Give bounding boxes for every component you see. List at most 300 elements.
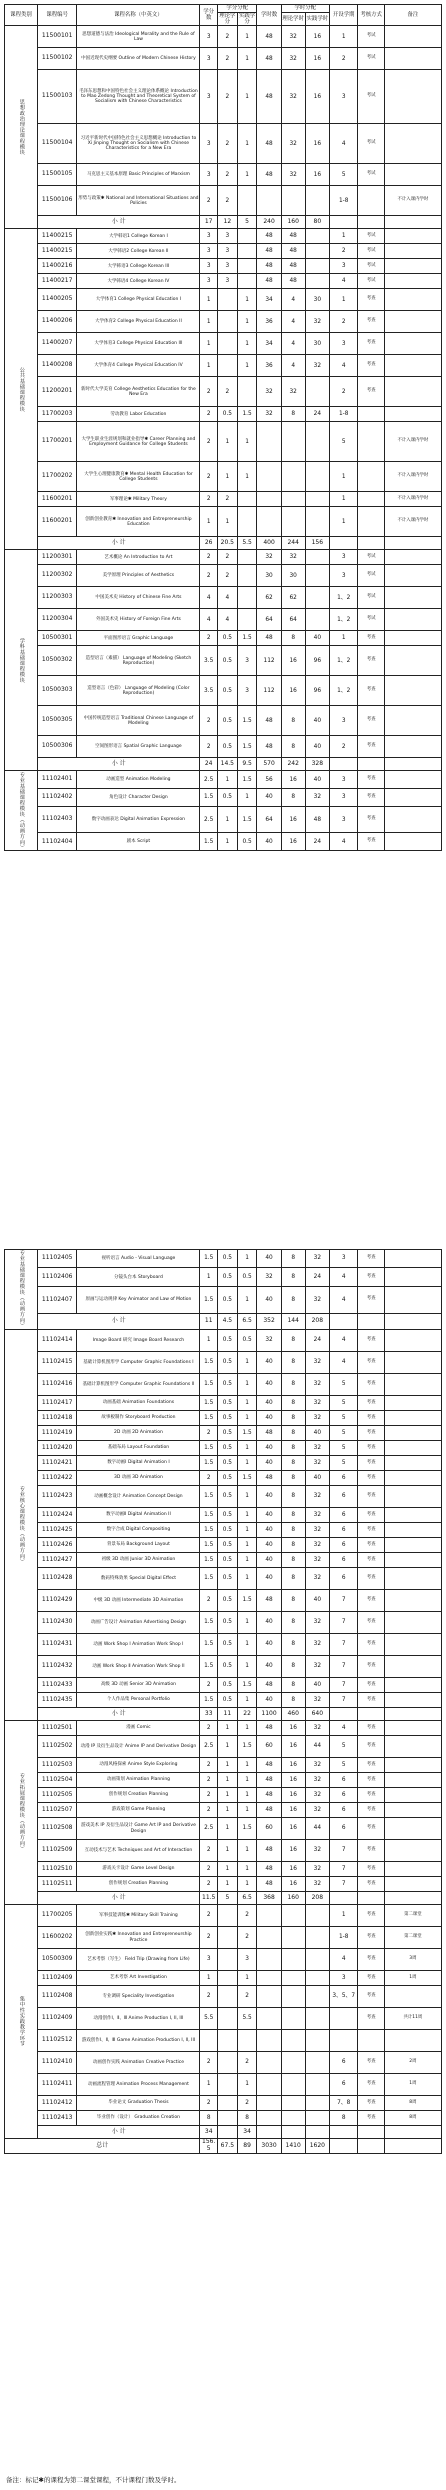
credits: 2 <box>200 1590 218 1612</box>
subtotal-theory-credits: 14.5 <box>217 758 237 771</box>
practice-hours: 40 <box>305 1426 329 1441</box>
course-code: 11102430 <box>37 1612 77 1634</box>
semester: 3 <box>329 807 358 833</box>
theory-hours: 8 <box>281 706 305 736</box>
course-name: 军事技能训练✱ Military Skill Training <box>77 1905 200 1927</box>
credits: 2 <box>200 407 218 422</box>
theory-hours: 16 <box>281 676 305 706</box>
subtotal-theory-credits: 4.5 <box>217 1313 237 1329</box>
practice-credits: 2 <box>237 2052 257 2074</box>
course-name: 创作规划 Creation Planning <box>77 1788 200 1803</box>
header-hour-split: 学时分配 <box>281 5 329 13</box>
course-name: 游戏创作Ⅰ、Ⅱ、Ⅲ Game Animation Production I, II, III <box>77 2030 200 2052</box>
hours: 56 <box>257 771 281 789</box>
subtotal-hours: 570 <box>257 758 281 771</box>
course-code: 11102507 <box>37 1803 77 1818</box>
table-row <box>5 1634 442 1656</box>
credits: 2 <box>200 1773 218 1788</box>
credits: 4 <box>200 587 218 609</box>
subtotal-theory-hours: 160 <box>281 216 305 229</box>
course-name: 动漫风格探索 Anime Style Exploring <box>77 1758 200 1773</box>
table-row <box>5 1721 442 1736</box>
hours: 48 <box>257 736 281 758</box>
course-name: 动画创作实践 Animation Creative Practice <box>77 2052 200 2074</box>
credits: 1 <box>200 333 218 355</box>
course-code: 11500101 <box>37 26 77 48</box>
course-code: 11400208 <box>37 355 77 377</box>
practice-hours <box>305 2052 329 2074</box>
semester: 4 <box>329 1330 358 1352</box>
course-name: 故事板制作 Storyboard Production <box>77 1411 200 1426</box>
subtotal-label: 小 计 <box>37 216 199 229</box>
theory-hours: 16 <box>281 807 305 833</box>
practice-credits: 1.5 <box>237 407 257 422</box>
course-code: 11102408 <box>37 1986 77 2008</box>
practice-hours <box>305 1986 329 2008</box>
table-row <box>5 771 442 789</box>
credits: 3 <box>200 229 218 244</box>
hours: 32 <box>257 407 281 422</box>
credits: 1 <box>200 311 218 333</box>
semester: 5 <box>329 1441 358 1456</box>
credits: 1 <box>200 507 218 537</box>
theory-credits: 0.5 <box>217 1250 237 1268</box>
course-code: 11102425 <box>37 1523 77 1538</box>
semester: 4 <box>329 1949 358 1971</box>
semester: 6 <box>329 1508 358 1523</box>
practice-hours <box>305 2074 329 2096</box>
theory-hours: 16 <box>281 1721 305 1736</box>
theory-hours: 16 <box>281 1818 305 1840</box>
semester: 6 <box>329 1773 358 1788</box>
theory-credits: 0.5 <box>217 646 237 676</box>
theory-hours: 64 <box>281 609 305 631</box>
course-code: 11102406 <box>37 1268 77 1286</box>
theory-credits: 3 <box>217 229 237 244</box>
course-code: 11102512 <box>37 2030 77 2052</box>
practice-hours: 32 <box>305 1803 329 1818</box>
theory-hours: 8 <box>281 789 305 807</box>
table-row <box>5 1905 442 1927</box>
hours: 40 <box>257 1286 281 1313</box>
practice-credits: 1 <box>237 1568 257 1590</box>
practice-credits: 1 <box>237 1693 257 1708</box>
course-name: 数字动画表达 Digital Animation Expression <box>77 807 200 833</box>
course-code: 11102509 <box>37 1840 77 1862</box>
remark: 不计入课内学时 <box>384 186 441 216</box>
course-name: 动画 Work Shop Ⅱ Animation Work Shop II <box>77 1656 200 1678</box>
practice-credits <box>237 377 257 407</box>
table-row <box>5 1352 442 1374</box>
hours: 48 <box>257 1840 281 1862</box>
theory-hours: 62 <box>281 587 305 609</box>
semester: 1、2 <box>329 646 358 676</box>
semester: 3 <box>329 333 358 355</box>
course-code: 10500302 <box>37 646 77 676</box>
hours <box>257 2052 281 2074</box>
practice-credits: 1 <box>237 124 257 164</box>
theory-hours: 4 <box>281 311 305 333</box>
semester: 1、2 <box>329 676 358 706</box>
practice-credits <box>237 229 257 244</box>
theory-hours: 8 <box>281 631 305 646</box>
assessment: 考查 <box>358 1456 384 1471</box>
course-code: 11400215 <box>37 244 77 259</box>
hours <box>257 507 281 537</box>
subtotal-hours <box>257 2126 281 2139</box>
hours <box>257 1905 281 1927</box>
hours: 48 <box>257 274 281 289</box>
hours <box>257 2074 281 2096</box>
practice-credits: 3 <box>237 676 257 706</box>
table-row <box>5 1840 442 1862</box>
assessment: 考查 <box>358 1590 384 1612</box>
remark <box>384 1456 441 1471</box>
credits: 2 <box>200 377 218 407</box>
subtotal-semester <box>329 1313 358 1329</box>
subtotal-practice-credits: 6.5 <box>237 1892 257 1905</box>
subtotal-semester <box>329 1708 358 1721</box>
course-code: 11102417 <box>37 1396 77 1411</box>
practice-credits: 1 <box>237 1788 257 1803</box>
practice-hours: 32 <box>305 1840 329 1862</box>
table-row <box>5 1486 442 1508</box>
assessment: 考查 <box>358 1441 384 1456</box>
practice-hours: 32 <box>305 1352 329 1374</box>
theory-credits: 0.5 <box>217 1456 237 1471</box>
subtotal-practice-credits: 5 <box>237 216 257 229</box>
practice-hours: 44 <box>305 1818 329 1840</box>
assessment: 考查 <box>358 789 384 807</box>
subtotal-practice-credits: 6.5 <box>237 1313 257 1329</box>
assessment: 考试 <box>358 259 384 274</box>
theory-credits: 0.5 <box>217 1553 237 1568</box>
remark <box>384 407 441 422</box>
semester: 2 <box>329 311 358 333</box>
assessment: 考查 <box>358 1678 384 1693</box>
assessment: 考查 <box>358 1862 384 1877</box>
course-code: 11200302 <box>37 565 77 587</box>
subtotal-theory-hours: 244 <box>281 537 305 550</box>
credits: 1.5 <box>200 1352 218 1374</box>
semester: 7 <box>329 1612 358 1634</box>
table-row <box>5 631 442 646</box>
semester: 1 <box>329 507 358 537</box>
practice-hours <box>305 377 329 407</box>
remark <box>384 771 441 789</box>
practice-credits: 1 <box>237 333 257 355</box>
practice-hours <box>305 587 329 609</box>
hours: 40 <box>257 1486 281 1508</box>
table-row <box>5 587 442 609</box>
semester: 4 <box>329 355 358 377</box>
remark <box>384 631 441 646</box>
hours: 40 <box>257 1538 281 1553</box>
assessment: 考查 <box>358 1986 384 2008</box>
semester: 3 <box>329 565 358 587</box>
practice-credits: 1 <box>237 70 257 124</box>
theory-credits: 0.5 <box>217 1396 237 1411</box>
theory-credits <box>217 1971 237 1986</box>
remark <box>384 1330 441 1352</box>
course-code: 11102420 <box>37 1441 77 1456</box>
assessment: 考查 <box>358 1411 384 1426</box>
practice-credits: 1.5 <box>237 1678 257 1693</box>
course-name: 军事理论✱ Military Theory <box>77 492 200 507</box>
practice-hours: 40 <box>305 706 329 736</box>
theory-hours: 8 <box>281 1268 305 1286</box>
course-name: 外国美术史 History of Foreign Fine Arts <box>77 609 200 631</box>
semester: 6 <box>329 1553 358 1568</box>
theory-credits <box>217 2030 237 2052</box>
subtotal-theory-credits: 11 <box>217 1708 237 1721</box>
course-code: 11102432 <box>37 1656 77 1678</box>
semester: 7 <box>329 1634 358 1656</box>
practice-credits: 1 <box>237 1971 257 1986</box>
practice-hours <box>305 1927 329 1949</box>
course-code: 11102433 <box>37 1678 77 1693</box>
course-code: 11102426 <box>37 1538 77 1553</box>
subtotal-assessment <box>358 758 384 771</box>
practice-credits: 1 <box>237 1612 257 1634</box>
practice-hours: 32 <box>305 1508 329 1523</box>
course-name: 游戏关卡设计 Game Level Design <box>77 1862 200 1877</box>
credits: 2 <box>200 550 218 565</box>
practice-credits: 1 <box>237 462 257 492</box>
subtotal-credits: 24 <box>200 758 218 771</box>
practice-credits: 1 <box>237 311 257 333</box>
assessment: 考查 <box>358 1788 384 1803</box>
semester: 5 <box>329 1426 358 1441</box>
theory-credits: 1 <box>217 1736 237 1758</box>
subtotal-remark <box>384 1313 441 1329</box>
practice-hours: 32 <box>305 1441 329 1456</box>
hours: 40 <box>257 1523 281 1538</box>
practice-credits: 1 <box>237 1456 257 1471</box>
practice-credits: 1 <box>237 1803 257 1818</box>
hours: 40 <box>257 1612 281 1634</box>
course-name: 大学体育4 College Physical Education IV <box>77 355 200 377</box>
assessment: 考查 <box>358 1486 384 1508</box>
semester: 3、5、7 <box>329 1986 358 2008</box>
table-row <box>5 1736 442 1758</box>
hours: 48 <box>257 1721 281 1736</box>
course-code: 11102424 <box>37 1508 77 1523</box>
course-name: 动画广告设计 Animation Advertising Design <box>77 1612 200 1634</box>
course-code: 11200201 <box>37 377 77 407</box>
theory-credits: 1 <box>217 833 237 851</box>
hours <box>257 2008 281 2030</box>
remark <box>384 646 441 676</box>
course-name: 游戏策划 Game Planning <box>77 1803 200 1818</box>
practice-credits: 1.5 <box>237 1471 257 1486</box>
footnote: 备注：标记✱的课程为第二课堂课程，不计课程门数及学时。 <box>6 2476 181 2484</box>
table-row <box>5 1426 442 1441</box>
assessment: 考查 <box>358 2096 384 2111</box>
semester: 2 <box>329 48 358 70</box>
credits: 3 <box>200 1949 218 1971</box>
assessment: 考查 <box>358 2052 384 2074</box>
practice-hours: 24 <box>305 833 329 851</box>
practice-credits: 2 <box>237 1927 257 1949</box>
theory-credits: 0.5 <box>217 1471 237 1486</box>
theory-hours: 48 <box>281 244 305 259</box>
theory-credits: 1 <box>217 1721 237 1736</box>
semester: 6 <box>329 2074 358 2096</box>
practice-credits: 3 <box>237 646 257 676</box>
practice-hours <box>305 1949 329 1971</box>
theory-hours: 16 <box>281 771 305 789</box>
total-practice-hours: 1620 <box>305 2139 329 2154</box>
theory-credits: 4 <box>217 609 237 631</box>
practice-credits: 1 <box>237 1508 257 1523</box>
remark <box>384 124 441 164</box>
theory-hours <box>281 2111 305 2126</box>
credits: 2 <box>200 1877 218 1892</box>
theory-hours: 16 <box>281 1862 305 1877</box>
assessment <box>358 2030 384 2052</box>
table-row <box>5 833 442 851</box>
hours <box>257 422 281 462</box>
course-name: 造型语言（素描） Language of Modeling (Sketch Reproduction) <box>77 646 200 676</box>
credits: 1.5 <box>200 1538 218 1553</box>
credits: 8 <box>200 2111 218 2126</box>
table-row <box>5 462 442 492</box>
table-row <box>5 1656 442 1678</box>
header-name: 课程名称（中英文） <box>77 5 200 26</box>
table-row <box>5 1523 442 1538</box>
course-name: 劳动教育 Labor Education <box>77 407 200 422</box>
practice-hours: 40 <box>305 631 329 646</box>
theory-hours <box>281 2052 305 2074</box>
credits: 1.5 <box>200 1634 218 1656</box>
theory-hours: 8 <box>281 1471 305 1486</box>
course-name: 平面图形语言 Graphic Language <box>77 631 200 646</box>
table-row <box>5 186 442 216</box>
table-row <box>5 1862 442 1877</box>
remark <box>384 807 441 833</box>
course-code: 11102431 <box>37 1634 77 1656</box>
assessment: 考试 <box>358 48 384 70</box>
practice-hours <box>305 492 329 507</box>
credits: 2 <box>200 422 218 462</box>
practice-hours: 96 <box>305 676 329 706</box>
total-label: 总计 <box>5 2139 200 2154</box>
practice-credits: 1 <box>237 1721 257 1736</box>
practice-credits: 1 <box>237 1758 257 1773</box>
assessment: 考查 <box>358 1286 384 1313</box>
course-name: 动漫创作Ⅰ、Ⅱ、Ⅲ Anime Production I, II, III <box>77 2008 200 2030</box>
remark <box>384 259 441 274</box>
course-code: 11102402 <box>37 789 77 807</box>
course-code: 11102414 <box>37 1330 77 1352</box>
table-row <box>5 2030 442 2052</box>
assessment: 考查 <box>358 1538 384 1553</box>
assessment: 考试 <box>358 26 384 48</box>
course-name: 专业调研 Speciality Investigation <box>77 1986 200 2008</box>
practice-hours: 32 <box>305 1877 329 1892</box>
semester: 5 <box>329 1411 358 1426</box>
semester: 1 <box>329 289 358 311</box>
subtotal-practice-hours: 208 <box>305 1892 329 1905</box>
practice-credits: 1.5 <box>237 1426 257 1441</box>
assessment: 考查 <box>358 1693 384 1708</box>
practice-hours: 32 <box>305 1286 329 1313</box>
table-row <box>5 1971 442 1986</box>
hours <box>257 1927 281 1949</box>
hours: 48 <box>257 631 281 646</box>
theory-hours <box>281 1905 305 1927</box>
practice-credits: 1.5 <box>237 807 257 833</box>
assessment: 考查 <box>358 289 384 311</box>
remark <box>384 736 441 758</box>
remark <box>384 1656 441 1678</box>
theory-hours: 8 <box>281 1612 305 1634</box>
theory-hours <box>281 2096 305 2111</box>
remark: 不计入课内学时 <box>384 422 441 462</box>
subtotal-practice-hours: 208 <box>305 1313 329 1329</box>
semester: 7 <box>329 1840 358 1862</box>
theory-credits: 0.5 <box>217 1286 237 1313</box>
table-row <box>5 1250 442 1268</box>
hours: 64 <box>257 609 281 631</box>
course-name: 思想道德与法治 Ideological Morality and the Rule of Law <box>77 26 200 48</box>
theory-credits: 0.5 <box>217 1538 237 1553</box>
table-row <box>5 1286 442 1313</box>
practice-hours <box>305 565 329 587</box>
theory-hours: 16 <box>281 1758 305 1773</box>
course-code: 11400207 <box>37 333 77 355</box>
semester: 1-8 <box>329 1927 358 1949</box>
assessment: 考试 <box>358 70 384 124</box>
practice-hours: 40 <box>305 1590 329 1612</box>
theory-credits <box>217 2074 237 2096</box>
theory-hours: 16 <box>281 1803 305 1818</box>
assessment: 考查 <box>358 1840 384 1862</box>
credits: 2 <box>200 736 218 758</box>
theory-hours: 32 <box>281 377 305 407</box>
course-name: 剧本 Script <box>77 833 200 851</box>
hours: 48 <box>257 1877 281 1892</box>
course-name: 数字动画Ⅰ Digital Animation I <box>77 1456 200 1471</box>
theory-credits: 1 <box>217 1840 237 1862</box>
semester: 6 <box>329 1538 358 1553</box>
course-code: 11500105 <box>37 164 77 186</box>
practice-credits: 1 <box>237 1411 257 1426</box>
subtotal-semester <box>329 758 358 771</box>
practice-hours: 44 <box>305 1736 329 1758</box>
semester: 1 <box>329 229 358 244</box>
course-code: 11102407 <box>37 1286 77 1313</box>
table-row <box>5 609 442 631</box>
practice-hours <box>305 244 329 259</box>
practice-hours: 32 <box>305 1486 329 1508</box>
table-row <box>5 2096 442 2111</box>
credits: 1.5 <box>200 1250 218 1268</box>
credits: 3.5 <box>200 676 218 706</box>
subtotal-theory-credits: 12 <box>217 216 237 229</box>
semester: 4 <box>329 1352 358 1374</box>
practice-credits: 2 <box>237 1905 257 1927</box>
hours: 40 <box>257 1411 281 1426</box>
remark <box>384 377 441 407</box>
theory-hours: 48 <box>281 229 305 244</box>
table-row <box>5 70 442 124</box>
course-name: 3D 动画 3D Animation <box>77 1471 200 1486</box>
assessment: 考查 <box>358 1634 384 1656</box>
semester: 3 <box>329 70 358 124</box>
credits: 2 <box>200 492 218 507</box>
